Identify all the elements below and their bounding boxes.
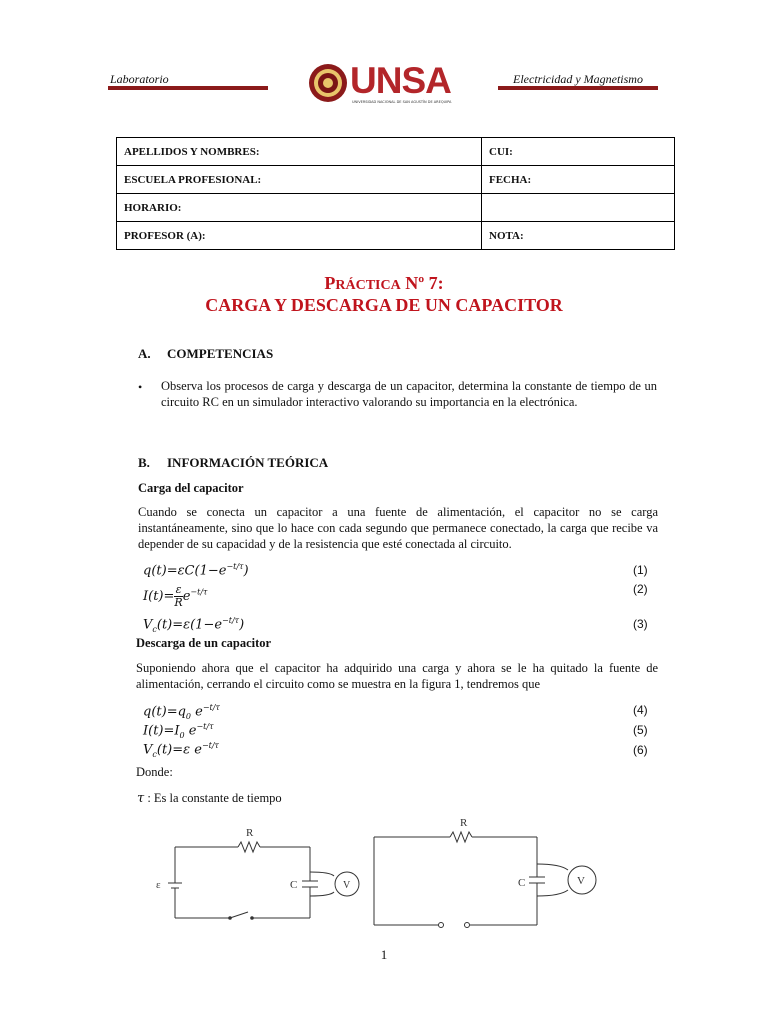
university-seal-icon	[308, 58, 350, 108]
field-apellidos[interactable]: APELLIDOS Y NOMBRES:	[117, 138, 482, 166]
header-left-label: Laboratorio	[110, 72, 169, 86]
fraction	[174, 584, 182, 609]
eq-text: (t)=ε e	[156, 742, 202, 758]
field-empty[interactable]	[482, 194, 675, 222]
header-right-rule	[498, 86, 658, 90]
equation-5	[143, 722, 214, 740]
header-right-label: Electricidad y Magnetismo	[513, 72, 643, 86]
practice-number-title	[0, 273, 768, 294]
circuit-discharging-figure	[370, 812, 610, 937]
paragraph-carga: Cuando se conecta un capacitor a una fuente de alimentación, el capacitor no se carga instantáneamente, sino que lo hace con cada segundo que permanece conectado, la carga que recibe va depender de su capacidad y de la resistencia que esté conectada al circuito.	[138, 505, 658, 551]
practice-title: CARGA Y DESCARGA DE UN CAPACITOR	[205, 295, 563, 315]
equation-3	[143, 616, 244, 634]
fraction-numerator: ε	[175, 583, 182, 596]
eq-exp: −t/τ	[196, 722, 214, 731]
eq-text: )	[239, 617, 245, 633]
field-profesor[interactable]: PROFESOR (A):	[117, 222, 482, 250]
eq-text: (t)=ε(1−e	[156, 617, 223, 633]
eq-text: V	[143, 742, 153, 758]
tau-description: : Es la constante de tiempo	[147, 791, 282, 805]
capacitor-label: C	[290, 879, 298, 891]
title-smallcaps: RÁCTICA	[335, 278, 401, 293]
title-number: Nº 7:	[400, 273, 444, 293]
eq-text: I(t)=I	[143, 723, 180, 739]
competencias-text: Observa los procesos de carga y descarga de un capacitor, determina la constante de tiempo de un circuito RC en un simulador interactivo valorando su importancia en la electrónica.	[161, 379, 657, 409]
voltmeter-label: V	[577, 875, 585, 887]
capacitor-label: C	[518, 877, 526, 889]
emf-label: ε	[156, 879, 161, 891]
bullet-icon: •	[138, 380, 143, 394]
eq-sub: 0	[179, 730, 185, 740]
fraction-denominator: R	[174, 596, 183, 609]
section-letter: B.	[138, 455, 150, 470]
switch-contact-icon	[228, 916, 232, 920]
eq-text: e	[191, 704, 203, 720]
eq-exp: −t/τ	[226, 562, 244, 571]
equation-1	[143, 562, 249, 578]
field-escuela[interactable]: ESCUELA PROFESIONAL:	[117, 166, 482, 194]
table-row	[117, 194, 675, 222]
university-logo	[308, 58, 453, 108]
switch-contact-icon	[250, 916, 254, 920]
eq-text: e	[184, 723, 197, 739]
paragraph-descarga: Suponiendo ahora que el capacitor ha adquirido una carga y ahora se le ha quitado la fuente de alimentación, cerrando el circuito como se muestra en la figura 1, tendremos que	[136, 661, 658, 691]
eq-text: q(t)=q	[143, 704, 186, 720]
equation-number-3: (3)	[633, 617, 648, 631]
equation-2	[143, 584, 207, 609]
field-horario[interactable]: HORARIO:	[117, 194, 482, 222]
equation-number-6: (6)	[633, 743, 648, 757]
equation-number-5: (5)	[633, 723, 648, 737]
section-title: INFORMACIÓN TEÓRICA	[167, 455, 329, 470]
resistor-label: R	[246, 827, 254, 839]
subheading-carga: Carga del capacitor	[138, 481, 244, 495]
logo-subtitle: UNIVERSIDAD NACIONAL DE SAN AGUSTÍN DE AREQUIPA	[352, 100, 452, 104]
equation-number-1: (1)	[633, 563, 648, 577]
eq-sub: 0	[185, 711, 191, 721]
eq-sub: c	[152, 749, 157, 759]
eq-text: V	[143, 617, 153, 633]
equation-number-2: (2)	[633, 582, 648, 596]
subheading-descarga: Descarga de un capacitor	[136, 636, 272, 650]
student-info-table	[116, 137, 675, 250]
eq-text: I(t)=	[143, 589, 175, 604]
field-cui[interactable]: CUI:	[482, 138, 675, 166]
section-title: COMPETENCIAS	[167, 346, 274, 361]
page-number: 1	[380, 947, 388, 962]
eq-exp: −t/τ	[222, 616, 240, 625]
eq-sub: c	[152, 624, 157, 634]
table-row	[117, 138, 675, 166]
eq-text: )	[243, 563, 249, 579]
eq-exp: −t/τ	[202, 703, 220, 712]
tau-definition	[137, 790, 282, 807]
equation-number-4: (4)	[633, 703, 648, 717]
eq-text: e	[182, 589, 191, 604]
equation-6	[143, 741, 219, 759]
eq-exp: −t/τ	[190, 587, 208, 597]
donde-label: Donde:	[136, 765, 173, 779]
title-first-letter: P	[324, 273, 336, 293]
table-row	[117, 166, 675, 194]
field-fecha[interactable]: FECHA:	[482, 166, 675, 194]
circuit-charging-figure	[150, 822, 370, 927]
eq-exp: −t/τ	[201, 741, 219, 750]
section-letter: A.	[138, 346, 151, 361]
section-b-heading	[138, 455, 328, 471]
equation-4	[143, 703, 220, 721]
eq-text: q(t)=εC(1−e	[143, 563, 227, 579]
header-left-rule	[108, 86, 268, 90]
field-nota[interactable]: NOTA:	[482, 222, 675, 250]
section-a-heading	[138, 346, 273, 362]
logo-text: UNSA	[350, 60, 451, 101]
voltmeter-label: V	[343, 880, 351, 891]
resistor-label: R	[460, 817, 468, 829]
tau-symbol: τ	[137, 791, 145, 806]
table-row	[117, 222, 675, 250]
